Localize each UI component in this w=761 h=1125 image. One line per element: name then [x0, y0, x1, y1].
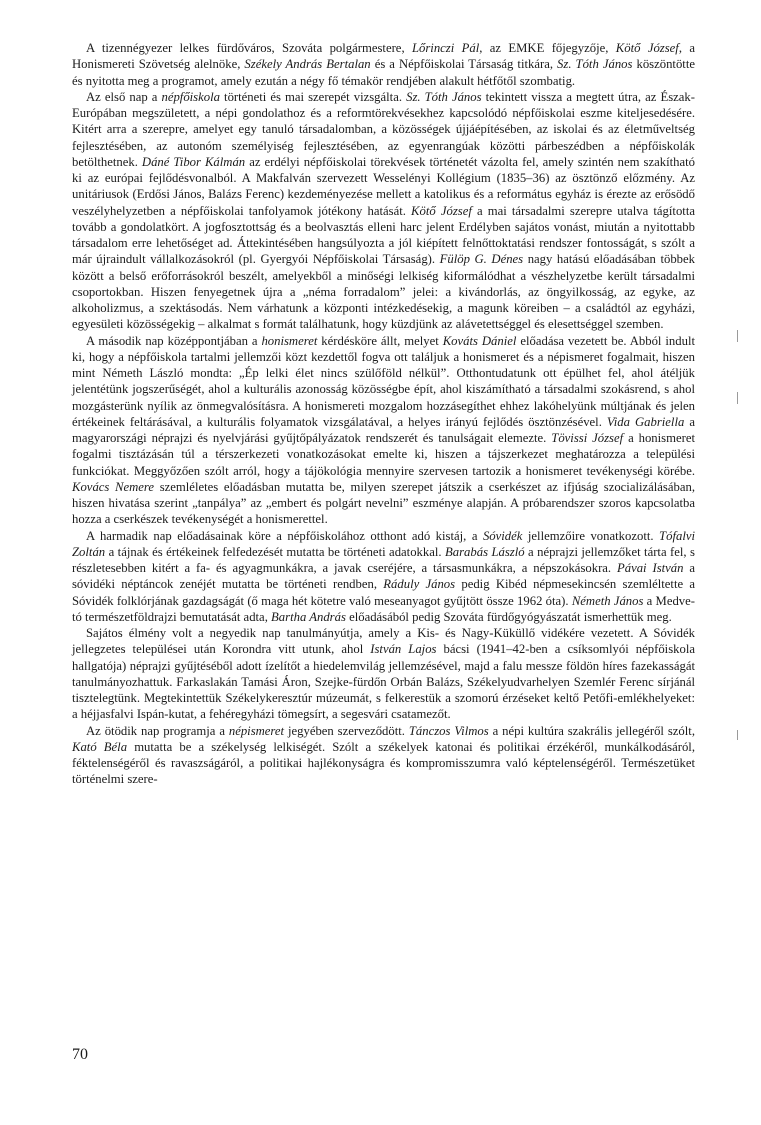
italic-name: Kováts Dániel: [442, 333, 517, 348]
italic-name: Vida Gabriella: [606, 414, 685, 429]
italic-name: Barabás László: [445, 544, 525, 559]
paragraph: [72, 89, 695, 333]
text-run: köszöntötte és nyitotta meg a programot, amely ezután a négy fő témakör rendjében alakult hétfőtől szombatig.: [72, 57, 695, 88]
text-run: , a Honismereti Szövetség alelnöke,: [72, 41, 695, 72]
paragraph: [72, 333, 695, 528]
paragraph: [72, 723, 695, 788]
scan-margin-mark: [737, 330, 738, 342]
text-run: A harmadik nap előadásainak köre a népfőiskolához otthont adó kistáj, a: [86, 528, 483, 543]
body-text: [72, 40, 695, 788]
paragraph: [72, 40, 695, 89]
italic-name: Fülöp G. Dénes: [439, 252, 524, 267]
text-run: szemléletes előadásban mutatta be, milyen szerepet játszik a cserkészet az ifjúság szocializálásában, hiszen hivatása szerint „tanpálya” az „embert és polgárt nevelni” eszménye alapján. A próbarendszer szoros kapcsolatba hozza a cserkészek tevékenységét a honismerettel.: [72, 479, 695, 527]
page-number: 70: [72, 1046, 88, 1063]
paragraph: [72, 625, 695, 723]
text-run: jegyében szerveződött.: [284, 723, 409, 738]
scan-margin-mark: [737, 730, 738, 740]
italic-name: Kovács Nemere: [72, 479, 155, 494]
text-run: nagy hatású előadásában többek között a belső erőforrásokról beszélt, amelyekből a minőségi lelkiség kiformálódhat a vészhelyzetbe került társadalmi csoportokban. Hiszen fenyegetnek újra a „néma forradalom” jelei: a kivándorlás, az öngyilkosság, az egyke, az alkoholizmus, a szektásodás. Nem várhatunk a központi intézkedésekig, a magunk köreiben – a családtól az egyházi, egyesületi közösségekig – alkalmat s formát találhatunk, hogy küzdjünk az alávetettséggel és elesettséggel szemben.: [72, 252, 695, 332]
text-run: a Medve-tó természetföldrajzi bemutatását adta,: [72, 593, 695, 624]
italic-name: Lőrinczi Pál: [411, 41, 480, 55]
text-run: mutatta be a székelység lelkiségét. Szólt a székelyek katonai és politikai érzékéről, munkálkodásáról, féktelenségéről és ravaszságáról, a politikai hajlékonyságra és kompromisszumra való képtelenségéről. Természetüket történelmi szere-: [72, 739, 695, 787]
italic-name: Kötő József: [411, 203, 472, 218]
italic-name: István Lajos: [370, 642, 437, 657]
document-page: [72, 40, 695, 788]
italic-name: Sz. Tóth János: [406, 89, 482, 104]
italic-name: honismeret: [261, 333, 318, 348]
text-run: Az ötödik nap programja a: [86, 723, 229, 738]
text-run: Sajátos élmény volt a negyedik nap tanulmányútja, amely a Kis- és Nagy-Küküllő vidékére vezetett. A Sóvidék jellegzetes települései után Korondra vitt utunk, ahol: [72, 626, 695, 657]
paragraph: [72, 528, 695, 626]
text-run: A második nap középpontjában a: [86, 333, 262, 348]
italic-name: népismeret: [228, 723, 285, 738]
italic-name: Dáné Tibor Kálmán: [141, 154, 246, 169]
text-run: történeti és mai szerepét vizsgálta.: [219, 89, 407, 104]
italic-name: Tövissi József: [551, 431, 624, 445]
italic-name: Székely András Bertalan: [244, 57, 371, 72]
text-run: A tizennégyezer lelkes fürdőváros, Szováta polgármestere,: [86, 41, 412, 55]
italic-name: Tófalvi Zoltán: [72, 528, 695, 559]
text-run: az erdélyi népfőiskolai törekvések történetét vázolta fel, amely szintén nem szakítható ki az európai fejlődésvonalból. A Makfalván szervezett Wesselényi Kollégium (1835–36) az ösztönző előzmény. Az unitáriusok (Erdősi János, Balázs Ferenc) kezdeményezése mellett a katolikus és a református egyház is érezte az erősödő veszélyhelyzetben a népfőiskolai tanfolyamok jótékony hatását.: [72, 154, 695, 218]
text-run: Az első nap a: [86, 89, 162, 104]
italic-name: Kötő József: [615, 41, 679, 55]
italic-name: Kató Béla: [72, 739, 128, 754]
italic-name: Sz. Tóth János: [557, 57, 633, 72]
text-run: és a Népfőiskolai Társaság titkára,: [370, 57, 558, 72]
italic-name: népfőiskola: [161, 89, 220, 104]
italic-name: Tánczos Vilmos: [408, 723, 489, 738]
text-run: kérdésköre állt, melyet: [317, 333, 443, 348]
italic-name: Pávai István: [616, 561, 684, 575]
text-run: a népi kultúra szakrális jellegéről szólt,: [488, 723, 695, 738]
text-run: előadásából pedig Szováta fürdőgyógyászatát ismerhettük meg.: [345, 609, 672, 624]
text-run: pedig Kibéd népmesekincsén szemléltette a Sóvidék folklórjának gazdagságát (ő maga hét kötetre való meseanyagot gyűjtött össze 1962 óta).: [72, 577, 695, 608]
text-run: a honismeret fogalmi tisztázásán túl a térszerkezeti vonatkozásokat emelte ki, hiszen a tájszerkezet meghatározza a települési funkciókat. Meggyőzően szólt arról, hogy a tájökológia mennyire szervesen tartozik a honismeret tevékenységi körébe.: [72, 431, 695, 478]
text-run: tekintett vissza a megtett útra, az Észak-Európában megszületett, a népi gondolathoz és a reformtörekvésekhez kapcsolódó népfőiskolai eszme kiteljesedésére. Kitért arra a szerepre, amelyet egy tanuló társadalomban, a közösségek újjáépítésében, az iskolai és az életműveltség fejlesztésében, az autonóm személyiség fejlesztésében, az egyenrangúak közötti párbeszédben a népfőiskolák betölthetnek.: [72, 89, 695, 169]
text-run: a sóvidéki néptáncok zenéjét mutatta be történeti rendben,: [72, 561, 696, 592]
text-run: a tájnak és értékeinek felfedezését mutatta be történeti adatokkal.: [105, 544, 445, 559]
text-run: a néprajzi jellemzőket tárta fel, s részletesebben kitért a fa- és agyagmunkákra, a javak cseréjére, a társasmunkákra, a népszokásokra.: [72, 544, 695, 575]
text-run: a mai társadalmi szerepre utalva tágította tovább a gondolatkört. A jogfosztottság és a beolvasztás elleni harc jelent Erdélyben sajátos vonást, miután a nyitottabb társadalom erre lehetőséget ad. Áttekintésében hangsúlyozta a jól kiépített felnőttoktatási rendszer fontosságát, s szólt a már újraindult vállalkozásokról (pl. Gyergyói Népfőiskolai Társaság).: [72, 203, 695, 267]
text-run: bácsi (1941–42-ben a csíksomlyói népfőiskola hallgatója) néprajzi gyűjtéséből adott ízelítőt a hiedelemvilág jellemzésével, majd a falu messze földön híres fazekasságát tanulmányozhattuk. Farkaslakán Tamási Áron, Szejke-fürdőn Orbán Balázs, Székelyudvarhelyen Szemlér Ferenc sírjánál tisztelegtünk. Megtekintettük Székelykeresztúr múzeumát, s felkerestük a szomorú érzéseket keltő Petőfi-emlékhelyeket: a héjjasfalvi Ispán-kutat, a fehéregyházi tömegsírt, a segesvári csatamezőt.: [72, 642, 695, 722]
scan-margin-mark: [737, 392, 738, 404]
italic-name: Ráduly János: [383, 577, 456, 592]
italic-name: Sóvidék: [482, 528, 523, 543]
text-run: a magyarországi néprajzi és nyelvjárási gyűjtőpályázatok rendszerét és tanulságait elemezte.: [72, 414, 696, 445]
italic-name: Németh János: [571, 593, 644, 608]
text-run: , az EMKE főjegyzője,: [479, 41, 616, 55]
text-run: előadása vezetett be. Abból indult ki, hogy a népfőiskola tartalmi jellemzői közt kezdettől fogva ott találjuk a honismeret és a népismeret fogalmait, hiszen mint Németh László mondta: „Ép lelki élet nincs szülőföld nélkül”. Otthontudatunk ott épülhet fel, ahol átéljük jelentétünk jogszerűségét, ahol a kulturális azonosság közösségbe épít, ahol kiszámítható a társadalmi szokásrend, s ahol mozgásterünk nyílik az önmegvalósításra. A honismereti mozgalom hozzásegíthet ehhez lakóhelyünk múltjának és jelen értékeinek feltárásával, a kulturális folyamatok vizsgálatával, a helyes irányú fejlődés ösztönzésével.: [72, 333, 695, 429]
text-run: jellemzőire vonatkozott.: [522, 528, 660, 543]
italic-name: Bartha András: [271, 609, 346, 624]
